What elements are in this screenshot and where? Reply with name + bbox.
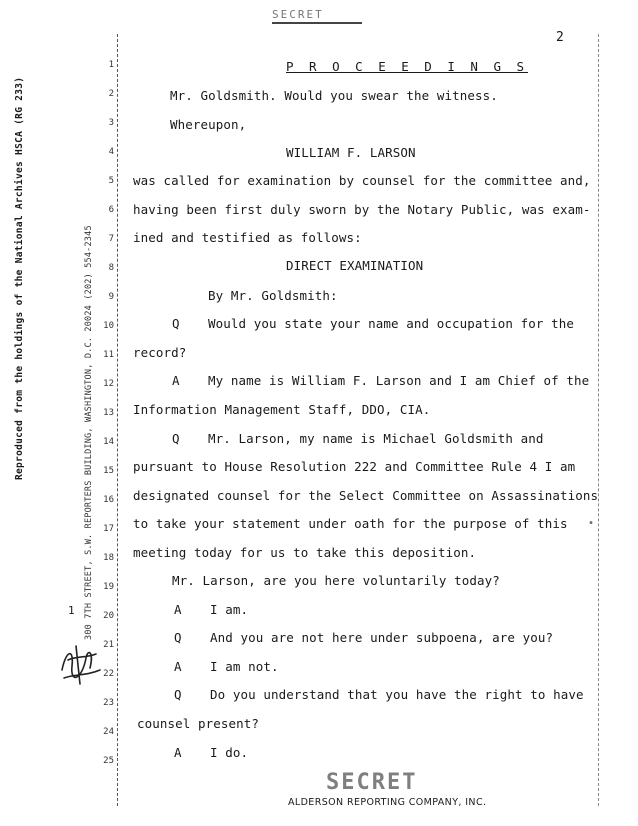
answer-marker: A [174, 745, 182, 760]
transcript-line: designated counsel for the Select Committee on Assassinations [133, 488, 599, 503]
transcript-line: ined and testified as follows: [133, 230, 362, 245]
line-number: 6 [108, 205, 114, 215]
question-marker: Q [172, 431, 180, 446]
proceedings-heading: P R O C E E D I N G S [286, 59, 529, 74]
section-heading: DIRECT EXAMINATION [286, 258, 424, 273]
transcript-line: to take your statement under oath for the purpose of this [133, 516, 568, 531]
answer-marker: A [174, 659, 182, 674]
archive-reproduction-note: Reproduced from the holdings of the National Archives HSCA (RG 233) [14, 76, 25, 480]
margin-tick-mark: • [588, 518, 595, 529]
bottom-classification-stamp: SECRET [326, 770, 418, 795]
line-number: 2 [108, 89, 114, 99]
question-marker: Q [174, 630, 182, 645]
line-number: 8 [108, 263, 114, 273]
line-number: 24 [103, 727, 114, 737]
transcript-line: I am not. [210, 659, 279, 674]
transcript-line: having been first duly sworn by the Notary Public, was exam- [133, 202, 591, 217]
line-number: 3 [108, 118, 114, 128]
transcript-line: Do you understand that you have the right to have [210, 687, 584, 702]
line-number: 21 [103, 640, 114, 650]
answer-marker: A [174, 602, 182, 617]
page-number: 2 [556, 30, 564, 45]
line-number: 19 [103, 582, 114, 592]
line-number: 25 [103, 756, 114, 766]
line-number: 1 [108, 60, 114, 70]
line-number: 13 [103, 408, 114, 418]
transcript-line: was called for examination by counsel for the committee and, [133, 173, 591, 188]
line-number: 23 [103, 698, 114, 708]
transcript-line: I am. [210, 602, 249, 617]
witness-name: WILLIAM F. LARSON [286, 145, 416, 160]
transcript-line: Mr. Larson, are you here voluntarily today? [172, 573, 500, 588]
transcript-line: My name is William F. Larson and I am Chief of the [208, 373, 590, 388]
line-number: 7 [108, 234, 114, 244]
transcript-line: I do. [210, 745, 249, 760]
line-number: 4 [108, 147, 114, 157]
question-marker: Q [174, 687, 182, 702]
line-number: 16 [103, 495, 114, 505]
transcript-line: record? [133, 345, 187, 360]
answer-marker: A [172, 373, 180, 388]
line-number: 18 [103, 553, 114, 563]
question-marker: Q [172, 316, 180, 331]
transcript-line: Whereupon, [170, 117, 247, 132]
examiner-line: By Mr. Goldsmith: [208, 288, 338, 303]
line-number: 10 [103, 321, 114, 331]
line-number: 5 [108, 176, 114, 186]
left-margin-rule [117, 34, 118, 806]
transcript-line: Would you state your name and occupation for the [208, 316, 575, 331]
transcript-line: meeting today for us to take this deposition. [133, 545, 477, 560]
line-number: 22 [103, 669, 114, 679]
line-number: 17 [103, 524, 114, 534]
line-number: 20 [103, 611, 114, 621]
line-number: 9 [108, 292, 114, 302]
transcript-line: Mr. Goldsmith. Would you swear the witness. [170, 88, 498, 103]
line-number: 12 [103, 379, 114, 389]
reporting-company: ALDERSON REPORTING COMPANY, INC. [288, 797, 487, 808]
transcript-line: Mr. Larson, my name is Michael Goldsmith and [208, 431, 544, 446]
transcript-line: pursuant to House Resolution 222 and Committee Rule 4 I am [133, 459, 576, 474]
line-number: 11 [103, 350, 114, 360]
transcript-line: Information Management Staff, DDO, CIA. [133, 402, 431, 417]
line-number: 14 [103, 437, 114, 447]
transcript-line: counsel present? [137, 716, 260, 731]
transcript-line: And you are not here under subpoena, are you? [210, 630, 554, 645]
reporter-address-note: 300 7TH STREET, S.W. REPORTERS BUILDING, WASHINGTON, D.C. 20024 (202) 554-2345 [84, 225, 94, 640]
right-margin-rule [598, 34, 599, 806]
top-classification-stamp: SECRET [272, 8, 362, 24]
margin-mark: 1 [68, 604, 75, 617]
line-number: 15 [103, 466, 114, 476]
